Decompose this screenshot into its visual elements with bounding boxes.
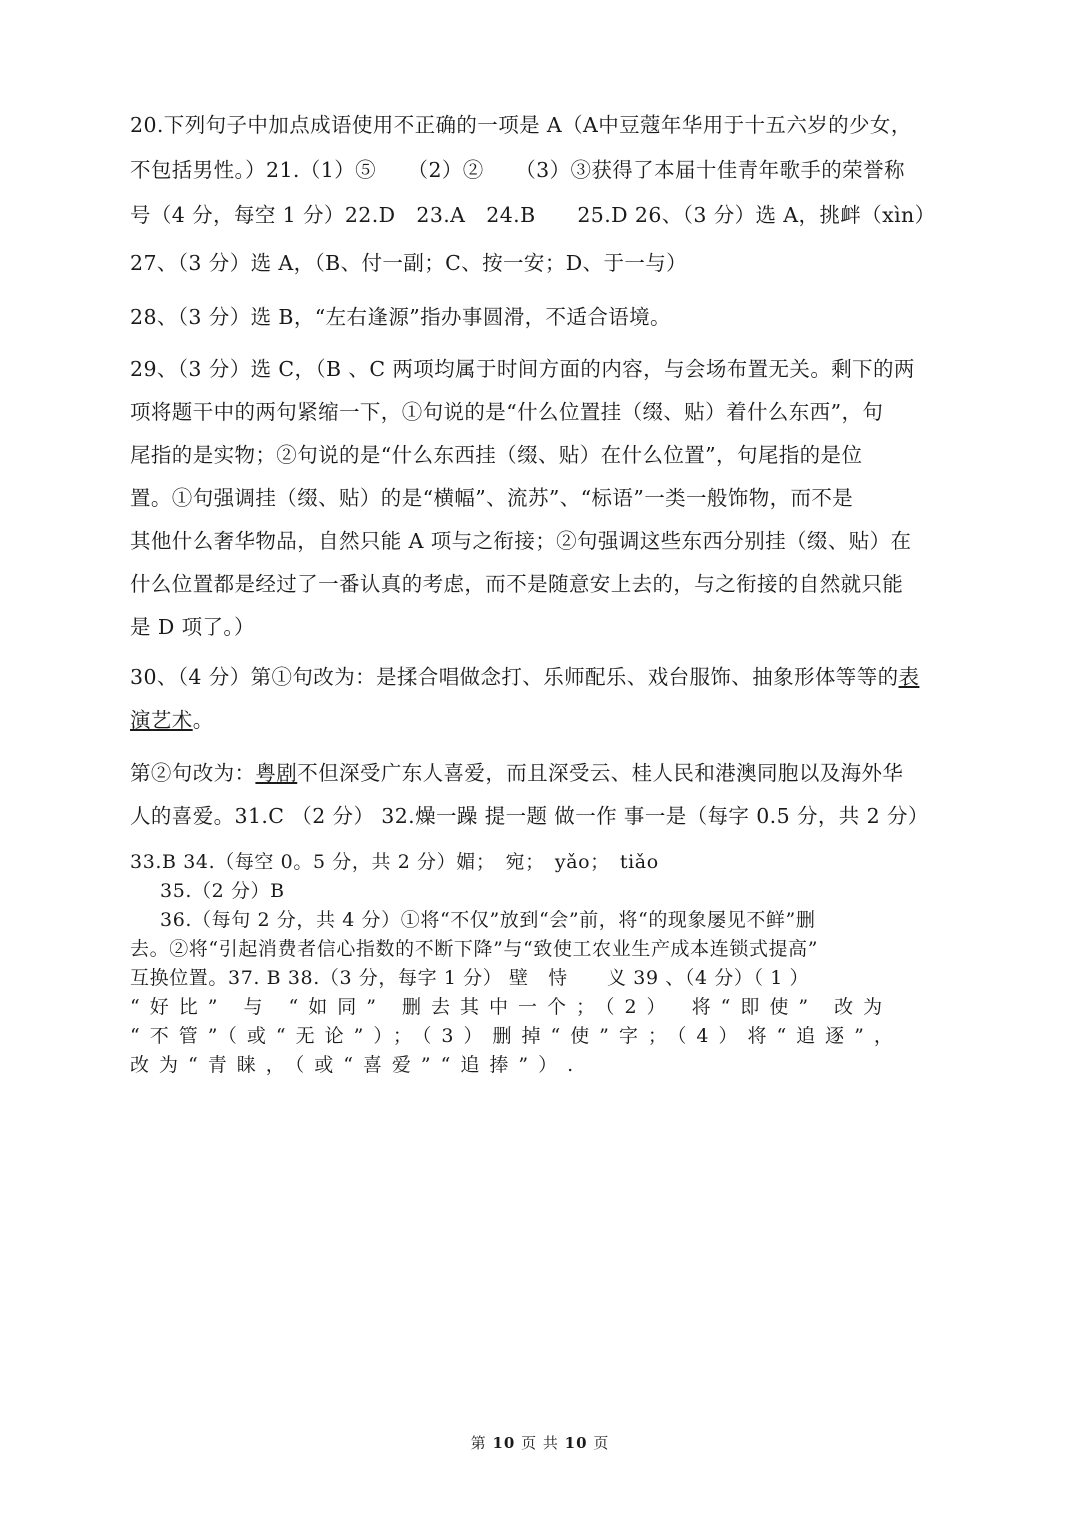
answer-block-30b-32: [130, 752, 952, 838]
underlined-text: 表: [898, 665, 920, 689]
text-line: 27、（3 分）选 A，（B、付一副；C、按一安；D、于一与）: [130, 251, 688, 275]
text-line: “好比” 与 “如同” 删去其中一个；（2） 将“即使” 改为: [130, 996, 893, 1018]
footer-middle: 页 共: [521, 1434, 559, 1452]
text-line: 33.B 34.（每空 0。5 分，共 2 分）媚； 宛； yǎo； tiǎo: [130, 851, 659, 873]
text-line: 改为“青睐，（或“喜爱”“追捧”）.: [130, 1054, 584, 1076]
text-line: 29、（3 分）选 C，（B 、C 两项均属于时间方面的内容，与会场布置无关。剩下的两: [130, 357, 915, 381]
text-line: 是 D 项了。）: [130, 615, 255, 639]
page-number-footer: [0, 1432, 1080, 1453]
text-line: 项将题干中的两句紧缩一下，①句说的是“什么位置挂（缀、贴）着什么东西”，句: [130, 400, 884, 424]
text-line: [130, 699, 952, 742]
text-line: 尾指的是实物；②句说的是“什么东西挂（缀、贴）在什么位置”，句尾指的是位: [130, 443, 863, 467]
text-line: 35.（2 分）B: [160, 880, 285, 902]
answer-block-30: [130, 656, 952, 742]
footer-prefix: 第: [470, 1434, 487, 1452]
text-line: 去。②将“引起消费者信心指数的不断下降”与“致使工农业生产成本连锁式提高”: [130, 938, 819, 960]
text-segment: 30、（4 分）第①句改为：是揉合唱做念打、乐师配乐、戏台服饰、抽象形体等等的: [130, 665, 899, 689]
text-line: 号（4 分，每空 1 分）22.D 23.A 24.B 25.D 26、（3 分）选 A，挑衅（xìn）: [130, 203, 936, 227]
total-page-number: 10: [564, 1434, 588, 1452]
text-line: 20.下列句子中加点成语使用不正确的一项是 A（A中豆蔻年华用于十五六岁的少女，: [130, 113, 912, 137]
text-line: 人的喜爱。31.C （2 分） 32.燥一躁 提一题 做一作 事一是（每字 0.5 分，共 2 分）: [130, 804, 929, 828]
text-line: 不包括男性。）21.（1）⑤ （2）② （3）③获得了本届十佳青年歌手的荣誉称: [130, 158, 905, 182]
text-segment: 不但深受广东人喜爱，而且深受云、桂人民和港澳同胞以及海外华: [297, 761, 904, 785]
text-segment: 。: [192, 708, 214, 732]
text-line: 28、（3 分）选 B，“左右逢源”指办事圆滑，不适合语境。: [130, 305, 671, 329]
text-line: 36.（每句 2 分，共 4 分）①将“不仅”放到“会”前，将“的现象屡见不鲜”删: [160, 909, 816, 931]
underlined-text: 演艺术: [130, 708, 193, 732]
text-segment: 第②句改为：: [130, 761, 256, 785]
answer-block-29: [130, 348, 952, 649]
answer-block-27: [130, 241, 952, 286]
text-line: 其他什么奢华物品，自然只能 A 项与之衔接；②句强调这些东西分别挂（缀、贴）在: [130, 529, 912, 553]
text-line: [130, 752, 952, 795]
text-line: 什么位置都是经过了一番认真的考虑，而不是随意安上去的，与之衔接的自然就只能: [130, 572, 904, 596]
underlined-text: 粤剧: [255, 761, 298, 785]
answer-block-20-26: [130, 103, 952, 238]
footer-suffix: 页: [593, 1434, 610, 1452]
answer-block-33-39: [130, 848, 952, 1080]
text-line: “不管”（或“无论”）；（3）删掉“使”字；（4）将“追逐”，: [130, 1025, 903, 1047]
current-page-number: 10: [492, 1434, 516, 1452]
answer-block-28: [130, 295, 952, 340]
text-line: 互换位置。37. B 38.（3 分，每字 1 分） 壁 恃 义 39 、（4 分）（ 1 ）: [130, 967, 810, 989]
text-line: [130, 656, 952, 699]
text-line: 置。①句强调挂（缀、贴）的是“横幅”、流苏”、“标语”一类一般饰物，而不是: [130, 486, 854, 510]
